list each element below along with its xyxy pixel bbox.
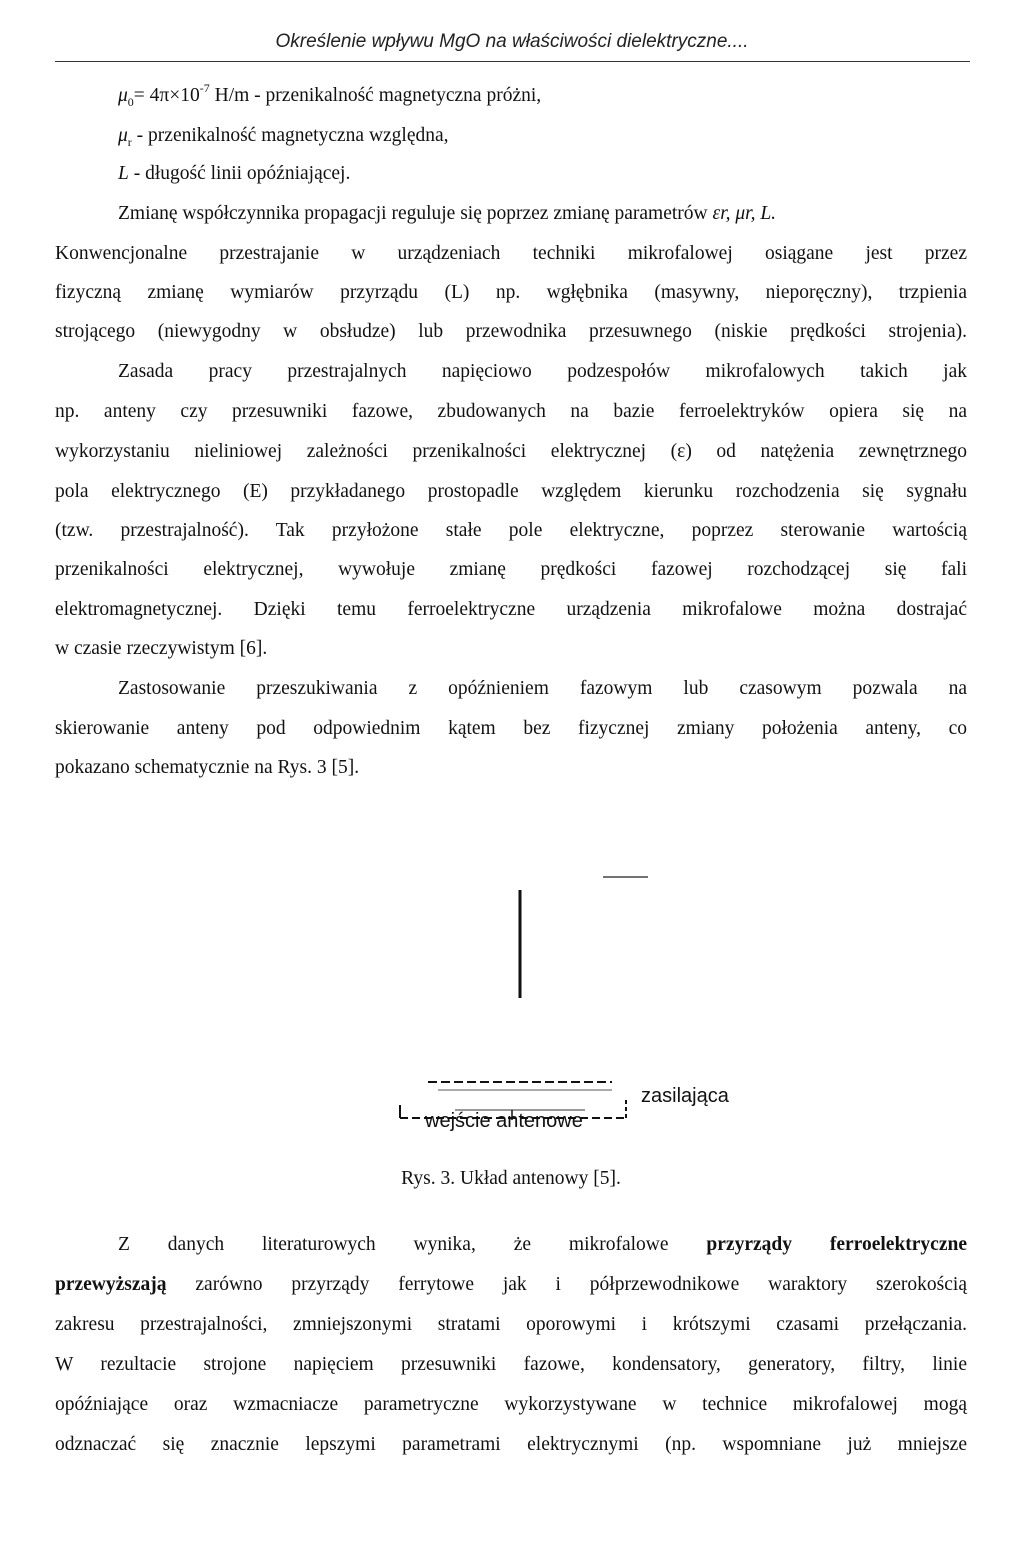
definition-text: - przenikalność magnetyczna względna,	[131, 125, 449, 146]
definition-text: - długość linii opóźniającej.	[128, 163, 351, 184]
running-header: Określenie wpływu MgO na właściwości dielektryczne....	[275, 31, 749, 52]
paragraph-4-line-2	[55, 1273, 967, 1297]
paragraph-4-line-1	[55, 1233, 967, 1257]
text: Z danych literaturowych wynika, że mikrofalowe	[118, 1234, 707, 1255]
paragraph-2-line-7: elektromagnetycznej. Dzięki temu ferroelektryczne urządzenia mikrofalowe można dostrajać	[55, 599, 967, 620]
figure-label-feed: zasilająca	[641, 1085, 729, 1107]
symbol: μ	[118, 125, 128, 146]
paragraph-2-line-8: w czasie rzeczywistym [6].	[55, 638, 268, 659]
paragraph-2-line-1: Zasada pracy przestrajalnych napięciowo podzespołów mikrofalowych takich jak	[118, 361, 967, 382]
paragraph-1-line-3: fizyczną zmianę wymiarów przyrządu (L) np. wgłębnika (masywny, nieporęczny), trzpienia	[55, 282, 967, 303]
definition-text: H/m - przenikalność magnetyczna próżni,	[209, 85, 542, 106]
symbol: L	[118, 163, 129, 184]
paragraph-4-line-6: odznaczać się znacznie lepszymi parametrami elektrycznymi (np. wspomniane już mniejsze	[55, 1434, 967, 1455]
definition-mu0	[55, 81, 967, 114]
text: Zmianę współczynnika propagacji reguluje się poprzez zmianę parametrów	[118, 203, 713, 224]
definition-mur	[55, 124, 967, 154]
definition-L	[55, 162, 967, 186]
exponent: -7	[199, 81, 210, 95]
paragraph-4-line-5: opóźniające oraz wzmacniacze parametryczne wykorzystywane w technice mikrofalowej mogą	[55, 1394, 967, 1415]
bold-text: przewyższają	[55, 1274, 167, 1295]
paragraph-3-line-1: Zastosowanie przeszukiwania z opóźnieniem fazowym lub czasowym pozwala na	[118, 678, 967, 699]
subscript: 0	[127, 94, 134, 109]
paragraph-2-line-6: przenikalności elektrycznej, wywołuje zmianę prędkości fazowej rozchodzącej się fali	[55, 559, 967, 580]
symbols: εr, μr, L.	[712, 203, 777, 224]
paragraph-4-line-4: W rezultacie strojone napięciem przesuwniki fazowe, kondensatory, generatory, filtry, linie	[55, 1354, 967, 1375]
subscript: r	[127, 134, 132, 149]
paragraph-1-line-2: Konwencjonalne przestrajanie w urządzeniach techniki mikrofalowej osiągane jest przez	[55, 243, 967, 264]
figure-label-antenna-input: wejście antenowe	[425, 1110, 583, 1132]
paragraph-4-line-3: zakresu przestrajalności, zmniejszonymi stratami oporowymi i krótszymi czasami przełączania.	[55, 1314, 967, 1335]
paragraph-2-line-5: (tzw. przestrajalność). Tak przyłożone stałe pole elektryczne, poprzez sterowanie wartością	[55, 520, 967, 541]
paragraph-2-line-3: wykorzystaniu nieliniowej zależności przenikalności elektrycznej (ε) od natężenia zewnętrznego	[55, 441, 967, 462]
paragraph-1-line-4: strojącego (niewygodny w obsłudze) lub przewodnika przesuwnego (niskie prędkości strojenia).	[55, 321, 967, 342]
paragraph-2-line-4: pola elektrycznego (E) przykładanego prostopadle względem kierunku rozchodzenia się sygnału	[55, 481, 967, 502]
bold-text: przyrządy ferroelektryczne	[706, 1234, 967, 1255]
symbol: μ	[118, 85, 128, 106]
paragraph-3-line-3: pokazano schematycznie na Rys. 3 [5].	[55, 757, 360, 778]
text: zarówno przyrządy ferrytowe jak i półprzewodnikowe waraktory szerokością	[166, 1274, 967, 1295]
paragraph-3-line-2: skierowanie anteny pod odpowiednim kątem bez fizycznej zmiany położenia anteny, co	[55, 718, 967, 739]
paragraph-2-line-2: np. anteny czy przesuwniki fazowe, zbudowanych na bazie ferroelektryków opiera się na	[55, 401, 967, 422]
paragraph-1-line-1	[55, 202, 967, 226]
equation: = 4π×10	[133, 85, 200, 106]
header-rule	[55, 61, 970, 62]
figure-caption: Rys. 3. Układ antenowy [5].	[401, 1168, 621, 1189]
